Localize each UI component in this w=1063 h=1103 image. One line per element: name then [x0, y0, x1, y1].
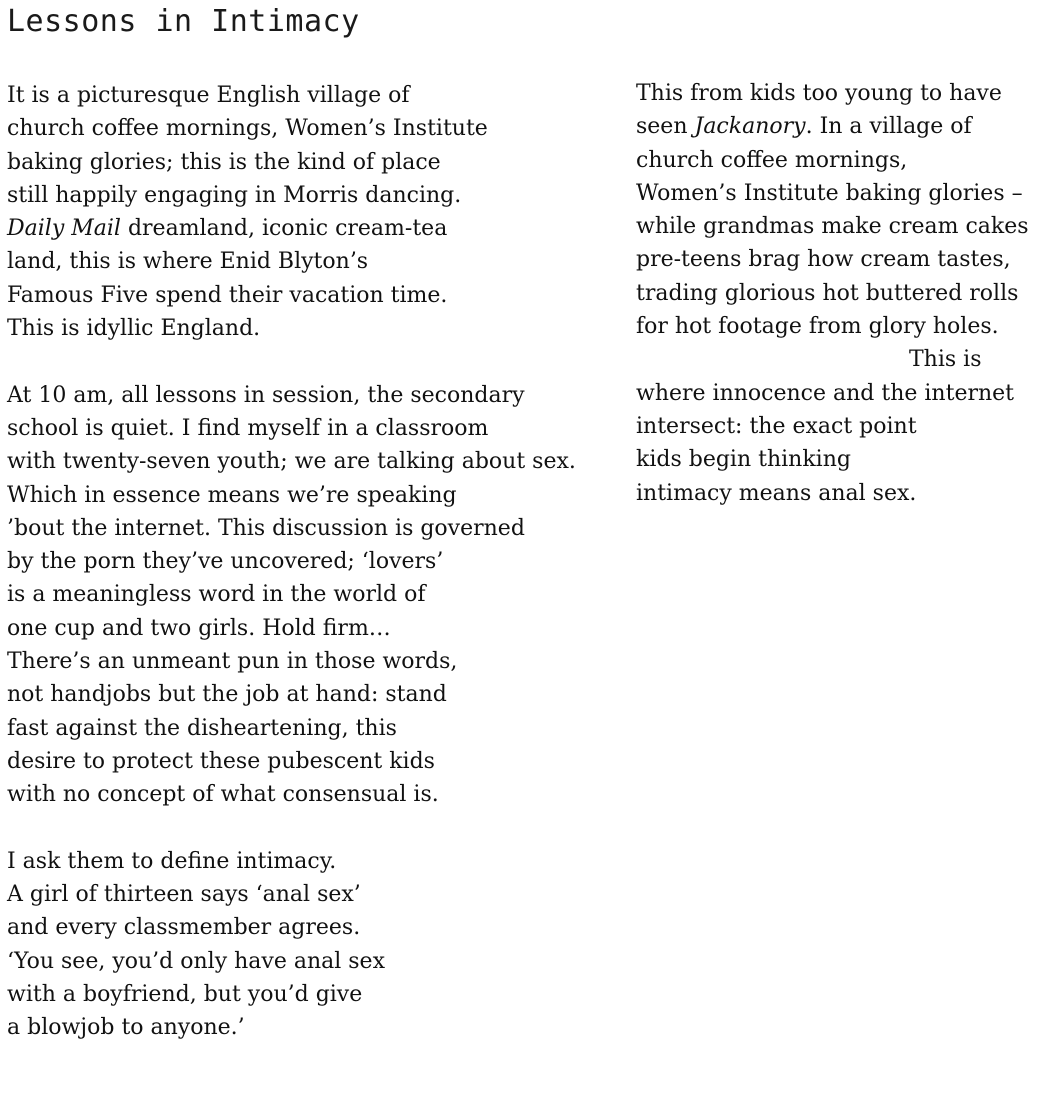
italic-text: Daily Mail [7, 216, 121, 242]
text-line: fast against the disheartening, this [7, 715, 397, 741]
text-line [7, 212, 576, 245]
text-line: Which in essence means we’re speaking [7, 482, 457, 508]
stanza-village [7, 79, 576, 345]
text-line: intimacy means anal sex. [636, 480, 917, 506]
text-line: kids begin thinking [636, 447, 851, 473]
right-column [636, 77, 1029, 543]
text-line: Famous Five spend their vacation time. [7, 282, 448, 308]
text-line: intersect: the exact point [636, 413, 917, 439]
text-segment: seen [636, 114, 695, 140]
text-line: ‘You see, you’d only have anal sex [7, 948, 385, 974]
stanza-internet [636, 77, 1029, 510]
text-line: a blowjob to anyone.’ [7, 1015, 245, 1041]
text-line: school is quiet. I find myself in a classroom [7, 415, 489, 441]
text-line: ’bout the internet. This discussion is governed [7, 515, 525, 541]
text-line: with a boyfriend, but you’d give [7, 982, 363, 1008]
text-segment: . In a village of [805, 114, 972, 140]
stanza-intimacy [7, 845, 576, 1045]
text-line: There’s an unmeant pun in those words, [7, 649, 458, 675]
text-line: trading glorious hot buttered rolls [636, 280, 1019, 306]
text-line: one cup and two girls. Hold firm… [7, 615, 391, 641]
text-line: with no concept of what consensual is. [7, 782, 439, 808]
text-line: I ask them to define intimacy. [7, 848, 337, 874]
italic-text: Jackanory [694, 114, 806, 140]
stanza-classroom [7, 379, 576, 812]
text-line: and every classmember agrees. [7, 915, 361, 941]
text-line: A girl of thirteen says ‘anal sex’ [7, 882, 361, 908]
text-line: land, this is where Enid Blyton’s [7, 249, 369, 275]
poem-title: Lessons in Intimacy [7, 4, 360, 39]
text-line: desire to protect these pubescent kids [7, 748, 435, 774]
text-line: baking glories; this is the kind of place [7, 149, 441, 175]
text-line: is a meaningless word in the world of [7, 582, 426, 608]
text-line: church coffee mornings, [636, 147, 908, 173]
indented-text-line: This is [909, 347, 982, 373]
text-line: It is a picturesque English village of [7, 83, 410, 108]
text-segment: dreamland, iconic cream-tea [120, 216, 448, 242]
text-line: At 10 am, all lessons in session, the secondary [7, 382, 525, 408]
text-line: still happily engaging in Morris dancing. [7, 182, 462, 208]
text-line: by the porn they’ve uncovered; ‘lovers’ [7, 549, 444, 575]
text-line: while grandmas make cream cakes [636, 214, 1029, 240]
text-line: where innocence and the internet [636, 380, 1015, 406]
text-line: This from kids too young to have [636, 81, 1002, 106]
text-line: church coffee mornings, Women’s Institute [7, 116, 488, 142]
text-line [636, 110, 1029, 143]
text-line: This is idyllic England. [7, 316, 261, 342]
left-column [7, 79, 576, 1078]
text-line: not handjobs but the job at hand: stand [7, 682, 447, 708]
text-line: Women’s Institute baking glories – [636, 180, 1023, 206]
text-line: pre-teens brag how cream tastes, [636, 247, 1011, 273]
text-line: with twenty-seven youth; we are talking about sex. [7, 449, 576, 475]
text-line: for hot footage from glory holes. [636, 314, 999, 340]
